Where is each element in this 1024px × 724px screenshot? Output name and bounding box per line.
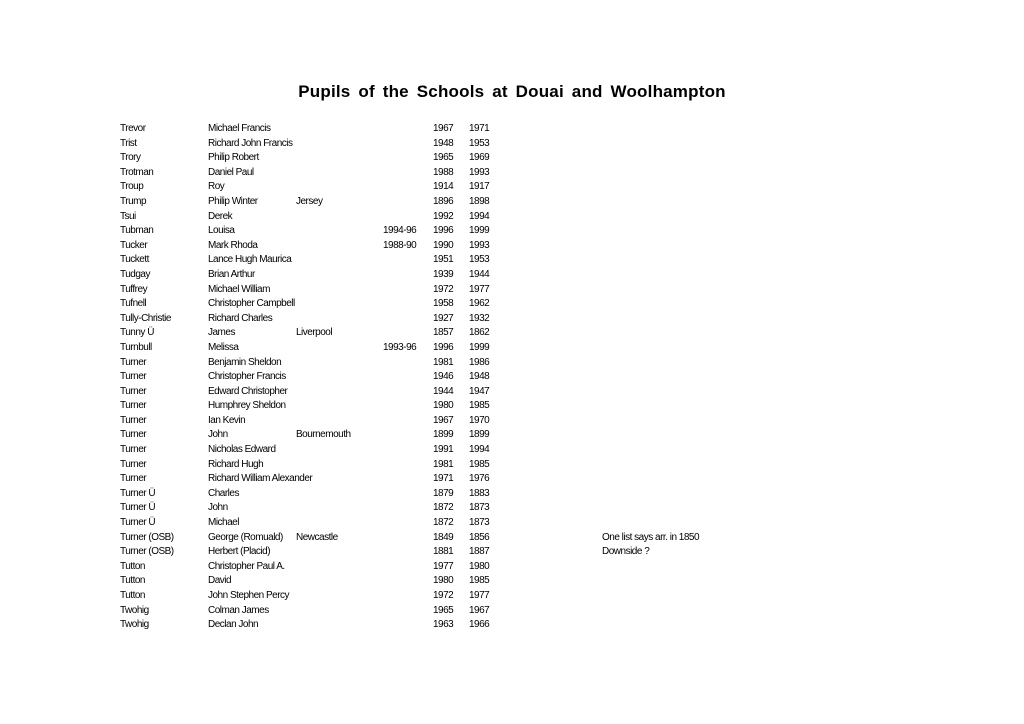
forenames-cell: Richard Hugh [208, 458, 264, 470]
forenames-cell: David [208, 575, 232, 587]
forenames-cell: Derek [208, 210, 233, 222]
forenames-cell: Philip Robert [208, 152, 259, 164]
forenames-cell: Declan John [208, 619, 259, 631]
pupil-row [0, 399, 1024, 414]
forenames-cell: Colman James [208, 604, 269, 616]
place-cell: Bournemouth [296, 429, 351, 441]
surname-cell: Tutton [120, 560, 145, 572]
arrived-year-cell: 1963 [433, 619, 454, 631]
surname-cell: Tsui [120, 210, 136, 222]
surname-cell: Trump [120, 195, 147, 207]
left-year-cell: 1966 [469, 619, 490, 631]
forenames-cell: Lance Hugh Maurica [208, 254, 292, 266]
pupil-row [0, 414, 1024, 429]
left-year-cell: 1947 [469, 385, 490, 397]
surname-cell: Tunny Ü [120, 327, 154, 339]
surname-cell: Twohig [120, 604, 149, 616]
left-year-cell: 1977 [469, 283, 490, 295]
surname-cell: Troup [120, 181, 144, 193]
arrived-year-cell: 1857 [433, 327, 454, 339]
surname-cell: Trist [120, 137, 137, 149]
pupil-row [0, 428, 1024, 443]
forenames-cell: Humphrey Sheldon [208, 400, 286, 412]
pupil-row [0, 341, 1024, 356]
arrived-year-cell: 1996 [433, 341, 454, 353]
forenames-cell: John Stephen Percy [208, 590, 290, 601]
left-year-cell: 1856 [469, 531, 490, 543]
pupil-row [0, 297, 1024, 312]
pupil-row [0, 137, 1024, 152]
arrived-year-cell: 1967 [433, 414, 454, 426]
forenames-cell: Brian Arthur [208, 268, 255, 280]
left-year-cell: 1967 [469, 604, 490, 616]
arrived-year-cell: 1980 [433, 575, 454, 587]
surname-cell: Turner Ü [120, 502, 156, 514]
surname-cell: Tufnell [120, 298, 147, 310]
left-year-cell: 1917 [469, 181, 490, 193]
forenames-cell: Charles [208, 487, 239, 499]
pupil-row [0, 574, 1024, 589]
place-cell: Liverpool [296, 327, 333, 339]
pupil-list [0, 122, 1024, 633]
left-year-cell: 1985 [469, 575, 490, 587]
surname-cell: Trotman [120, 166, 154, 178]
forenames-cell: Michael William [208, 283, 270, 295]
forenames-cell: Mark Rhoda [208, 239, 258, 251]
left-year-cell: 1986 [469, 356, 490, 368]
left-year-cell: 1980 [469, 560, 490, 572]
left-year-cell: 1948 [469, 371, 490, 383]
arrived-year-cell: 1965 [433, 604, 454, 616]
arrived-year-cell: 1967 [433, 123, 454, 134]
pupil-row [0, 122, 1024, 137]
arrived-year-cell: 1988 [433, 166, 454, 178]
arrived-year-cell: 1881 [433, 546, 454, 558]
pupil-row [0, 180, 1024, 195]
left-year-cell: 1873 [469, 517, 490, 529]
left-year-cell: 1985 [469, 400, 490, 412]
pupil-row [0, 545, 1024, 560]
pupil-row [0, 604, 1024, 619]
surname-cell: Turner [120, 458, 147, 470]
forenames-cell: Christopher Francis [208, 371, 286, 383]
arrived-year-cell: 1879 [433, 487, 454, 499]
left-year-cell: 1862 [469, 327, 490, 339]
arrived-year-cell: 1965 [433, 152, 454, 164]
surname-cell: Turner [120, 473, 147, 485]
left-year-cell: 1953 [469, 254, 490, 266]
left-year-cell: 1999 [469, 225, 490, 237]
pupil-row [0, 283, 1024, 298]
other-years-cell: 1993-96 [383, 341, 417, 353]
arrived-year-cell: 1981 [433, 356, 454, 368]
forenames-cell: Ian Kevin [208, 414, 246, 426]
notes-cell: Downside ? [602, 546, 650, 558]
arrived-year-cell: 1944 [433, 385, 454, 397]
left-year-cell: 1953 [469, 137, 490, 149]
pupil-row [0, 531, 1024, 546]
left-year-cell: 1985 [469, 458, 490, 470]
left-year-cell: 1898 [469, 195, 490, 207]
left-year-cell: 1993 [469, 166, 490, 178]
surname-cell: Trory [120, 152, 141, 164]
forenames-cell: Roy [208, 181, 225, 193]
left-year-cell: 1994 [469, 210, 490, 222]
left-year-cell: 1994 [469, 444, 490, 456]
left-year-cell: 1976 [469, 473, 490, 485]
arrived-year-cell: 1958 [433, 298, 454, 310]
surname-cell: Turner [120, 414, 147, 426]
left-year-cell: 1887 [469, 546, 490, 558]
left-year-cell: 1999 [469, 341, 490, 353]
surname-cell: Turner [120, 429, 147, 441]
left-year-cell: 1962 [469, 298, 490, 310]
surname-cell: Tucker [120, 239, 148, 251]
pupil-row [0, 166, 1024, 181]
pupil-row [0, 487, 1024, 502]
arrived-year-cell: 1939 [433, 268, 454, 280]
left-year-cell: 1969 [469, 152, 490, 164]
arrived-year-cell: 1990 [433, 239, 454, 251]
forenames-cell: Richard Charles [208, 312, 273, 324]
pupil-row [0, 326, 1024, 341]
forenames-cell: Edward Christopher [208, 385, 288, 397]
forenames-cell: Philip Winter [208, 195, 258, 207]
pupil-row [0, 151, 1024, 166]
arrived-year-cell: 1899 [433, 429, 454, 441]
arrived-year-cell: 1927 [433, 312, 454, 324]
arrived-year-cell: 1946 [433, 371, 454, 383]
arrived-year-cell: 1872 [433, 502, 454, 514]
pupil-row [0, 589, 1024, 604]
left-year-cell: 1977 [469, 590, 490, 601]
left-year-cell: 1944 [469, 268, 490, 280]
forenames-cell: Michael [208, 517, 239, 529]
pupil-row [0, 560, 1024, 575]
arrived-year-cell: 1951 [433, 254, 454, 266]
pupil-row [0, 312, 1024, 327]
arrived-year-cell: 1972 [433, 283, 454, 295]
pupil-row [0, 224, 1024, 239]
place-cell: Jersey [296, 195, 323, 207]
forenames-cell: Nicholas Edward [208, 444, 276, 456]
left-year-cell: 1899 [469, 429, 490, 441]
pupil-row [0, 239, 1024, 254]
arrived-year-cell: 1981 [433, 458, 454, 470]
left-year-cell: 1883 [469, 487, 490, 499]
pupil-row [0, 472, 1024, 487]
left-year-cell: 1993 [469, 239, 490, 251]
page-title: Pupils of the Schools at Douai and Woolhampton [298, 82, 726, 101]
arrived-year-cell: 1849 [433, 531, 454, 543]
arrived-year-cell: 1991 [433, 444, 454, 456]
forenames-cell: Christopher Campbell [208, 298, 295, 310]
surname-cell: Turner Ü [120, 517, 156, 529]
arrived-year-cell: 1977 [433, 560, 454, 572]
surname-cell: Turner [120, 400, 147, 412]
forenames-cell: Christopher Paul A. [208, 560, 285, 572]
surname-cell: Turner (OSB) [120, 546, 174, 558]
arrived-year-cell: 1992 [433, 210, 454, 222]
other-years-cell: 1994-96 [383, 225, 417, 237]
pupil-row [0, 268, 1024, 283]
forenames-cell: John [208, 429, 228, 441]
left-year-cell: 1932 [469, 312, 490, 324]
surname-cell: Turner Ü [120, 487, 156, 499]
arrived-year-cell: 1980 [433, 400, 454, 412]
other-years-cell: 1988-90 [383, 239, 417, 251]
arrived-year-cell: 1914 [433, 181, 454, 193]
arrived-year-cell: 1971 [433, 473, 454, 485]
left-year-cell: 1970 [469, 414, 490, 426]
forenames-cell: Richard John Francis [208, 137, 293, 149]
surname-cell: Twohig [120, 619, 149, 631]
surname-cell: Tudgay [120, 268, 150, 280]
pupil-row [0, 516, 1024, 531]
left-year-cell: 1873 [469, 502, 490, 514]
forenames-cell: Melissa [208, 341, 239, 353]
surname-cell: Turner [120, 385, 147, 397]
surname-cell: Tully-Christie [120, 312, 171, 324]
pupil-row [0, 195, 1024, 210]
forenames-cell: Daniel Paul [208, 166, 254, 178]
surname-cell: Turner [120, 356, 147, 368]
pupil-row [0, 618, 1024, 633]
pupil-row [0, 385, 1024, 400]
surname-cell: Turner [120, 444, 147, 456]
place-cell: Newcastle [296, 531, 338, 543]
pupil-row [0, 443, 1024, 458]
surname-cell: Tuckett [120, 254, 149, 266]
arrived-year-cell: 1896 [433, 195, 454, 207]
pupil-row [0, 210, 1024, 225]
forenames-cell: George (Romuald) [208, 531, 283, 543]
arrived-year-cell: 1872 [433, 517, 454, 529]
arrived-year-cell: 1948 [433, 137, 454, 149]
surname-cell: Trevor [120, 123, 146, 134]
surname-cell: Turner [120, 371, 147, 383]
forenames-cell: Herbert (Placid) [208, 546, 271, 558]
pupil-row [0, 501, 1024, 516]
surname-cell: Turnbull [120, 341, 152, 353]
forenames-cell: Michael Francis [208, 123, 271, 134]
surname-cell: Turner (OSB) [120, 531, 174, 543]
surname-cell: Tutton [120, 575, 145, 587]
notes-cell: One list says arr. in 1850 [602, 531, 700, 543]
pupil-row [0, 458, 1024, 473]
surname-cell: Tubman [120, 225, 154, 237]
arrived-year-cell: 1996 [433, 225, 454, 237]
forenames-cell: Louisa [208, 225, 235, 237]
pupil-row [0, 356, 1024, 371]
pupil-row [0, 370, 1024, 385]
pupil-row [0, 253, 1024, 268]
surname-cell: Tuffrey [120, 283, 148, 295]
arrived-year-cell: 1972 [433, 590, 454, 601]
left-year-cell: 1971 [469, 123, 490, 134]
surname-cell: Tutton [120, 590, 145, 601]
forenames-cell: Benjamin Sheldon [208, 356, 282, 368]
forenames-cell: James [208, 327, 235, 339]
forenames-cell: John [208, 502, 228, 514]
forenames-cell: Richard William Alexander [208, 473, 313, 485]
